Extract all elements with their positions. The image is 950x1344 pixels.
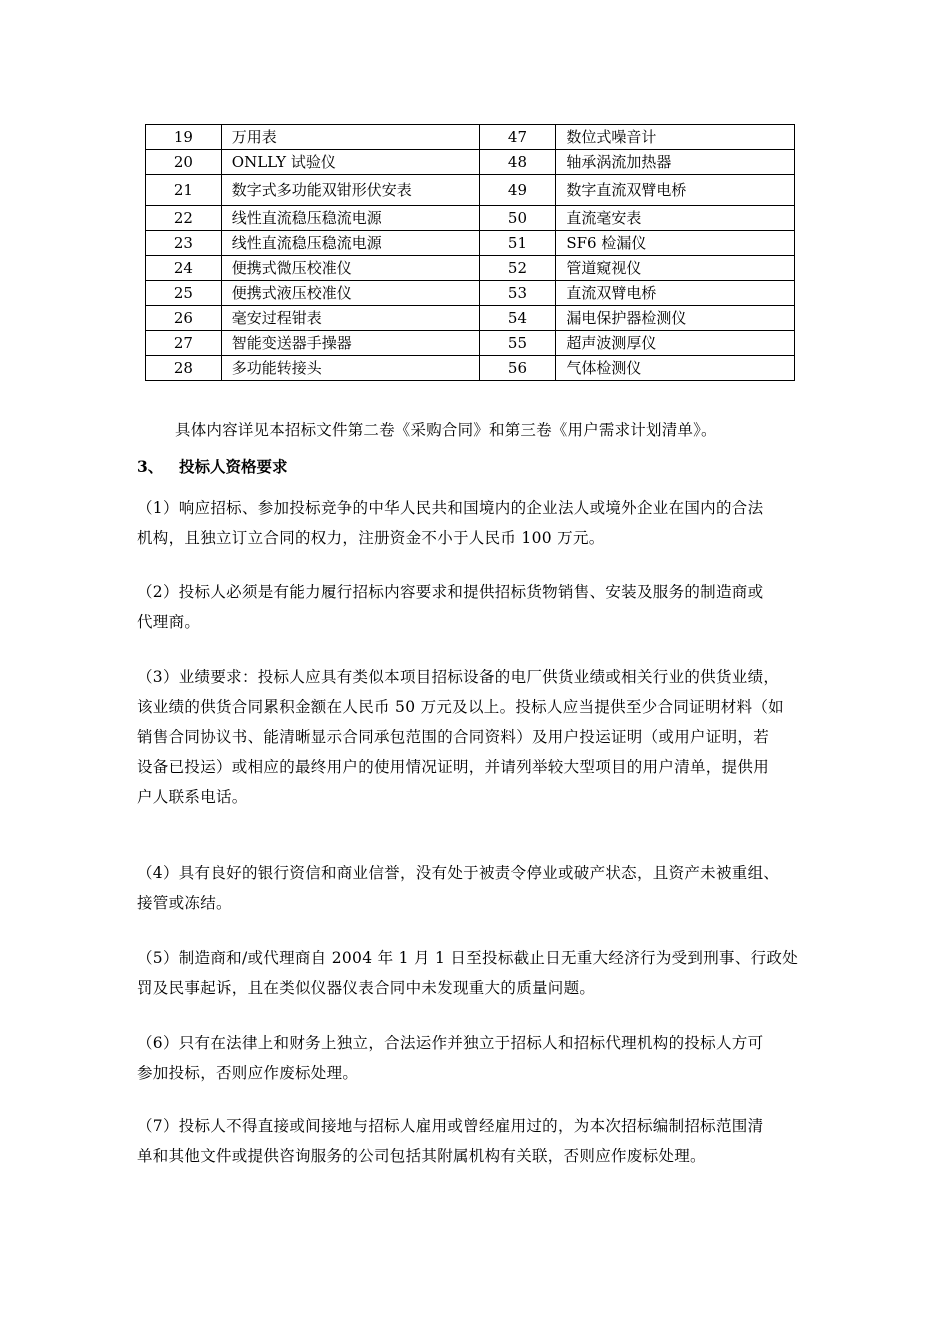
item-number: 48 — [479, 150, 556, 175]
table-row — [146, 175, 795, 206]
item-name: SF6 检漏仪 — [556, 231, 795, 256]
item-name: 万用表 — [221, 125, 479, 150]
item-name: 数字式多功能双钳形伏安表 — [221, 175, 479, 206]
paragraph-line: 该业绩的供货合同累积金额在人民币 50 万元及以上。投标人应当提供至少合同证明材料（如 — [137, 698, 784, 716]
item-name: 线性直流稳压稳流电源 — [221, 231, 479, 256]
item-name: ONLLY 试验仪 — [221, 150, 479, 175]
item-name: 气体检测仪 — [556, 356, 795, 381]
equipment-table — [145, 124, 795, 381]
table-row — [146, 256, 795, 281]
item-name: 便携式液压校准仪 — [221, 281, 479, 306]
item-name: 管道窥视仪 — [556, 256, 795, 281]
item-name: 超声波测厚仪 — [556, 331, 795, 356]
table-row — [146, 150, 795, 175]
item-number: 20 — [146, 150, 222, 175]
item-number: 19 — [146, 125, 222, 150]
item-number: 22 — [146, 206, 222, 231]
item-number: 28 — [146, 356, 222, 381]
item-number: 23 — [146, 231, 222, 256]
paragraph-line: 户人联系电话。 — [137, 788, 248, 806]
paragraph-line: （4）具有良好的银行资信和商业信誉，没有处于被责令停业或破产状态，且资产未被重组、 — [137, 864, 780, 882]
paragraph-line: 罚及民事起诉，且在类似仪器仪表合同中未发现重大的质量问题。 — [137, 979, 596, 997]
item-name: 直流双臂电桥 — [556, 281, 795, 306]
requirement-1 — [137, 493, 827, 553]
item-name: 数位式噪音计 — [556, 125, 795, 150]
item-number: 56 — [479, 356, 556, 381]
table-row — [146, 356, 795, 381]
table-row — [146, 206, 795, 231]
section-heading — [137, 455, 288, 477]
item-name: 毫安过程钳表 — [221, 306, 479, 331]
intro-paragraph: 具体内容详见本招标文件第二卷《采购合同》和第三卷《用户需求计划清单》。 — [175, 421, 717, 439]
item-number: 53 — [479, 281, 556, 306]
paragraph-line: （1）响应招标、参加投标竞争的中华人民共和国境内的企业法人或境外企业在国内的合法 — [137, 499, 764, 517]
item-name: 数字直流双臂电桥 — [556, 175, 795, 206]
paragraph-line: （2）投标人必须是有能力履行招标内容要求和提供招标货物销售、安装及服务的制造商或 — [137, 583, 764, 601]
paragraph-line: 接管或冻结。 — [137, 894, 232, 912]
item-name: 多功能转接头 — [221, 356, 479, 381]
table-row — [146, 125, 795, 150]
item-number: 55 — [479, 331, 556, 356]
item-name: 线性直流稳压稳流电源 — [221, 206, 479, 231]
paragraph-line: （5）制造商和/或代理商自 2004 年 1 月 1 日至投标截止日无重大经济行为受到刑事、行政处 — [137, 949, 799, 967]
item-number: 50 — [479, 206, 556, 231]
item-number: 24 — [146, 256, 222, 281]
requirement-7 — [137, 1111, 827, 1171]
item-number: 54 — [479, 306, 556, 331]
paragraph-line: 单和其他文件或提供咨询服务的公司包括其附属机构有关联，否则应作废标处理。 — [137, 1147, 706, 1165]
item-name: 漏电保护器检测仪 — [556, 306, 795, 331]
item-number: 51 — [479, 231, 556, 256]
item-number: 52 — [479, 256, 556, 281]
paragraph-line: 销售合同协议书、能清晰显示合同承包范围的合同资料）及用户投运证明（或用户证明，若 — [137, 728, 770, 746]
paragraph-line: （7）投标人不得直接或间接地与招标人雇用或曾经雇用过的，为本次招标编制招标范围清 — [137, 1117, 764, 1135]
requirement-2 — [137, 577, 827, 637]
table-row — [146, 281, 795, 306]
paragraph-line: （6）只有在法律上和财务上独立，合法运作并独立于招标人和招标代理机构的投标人方可 — [137, 1034, 764, 1052]
requirement-3 — [137, 662, 827, 812]
requirement-4 — [137, 858, 827, 918]
item-number: 27 — [146, 331, 222, 356]
table-row — [146, 331, 795, 356]
item-name: 便携式微压校准仪 — [221, 256, 479, 281]
paragraph-line: 代理商。 — [137, 613, 201, 631]
item-number: 25 — [146, 281, 222, 306]
paragraph-line: （3）业绩要求：投标人应具有类似本项目招标设备的电厂供货业绩或相关行业的供货业绩， — [137, 668, 780, 686]
item-name: 直流毫安表 — [556, 206, 795, 231]
item-number: 49 — [479, 175, 556, 206]
item-number: 21 — [146, 175, 222, 206]
requirement-6 — [137, 1028, 827, 1088]
table-row — [146, 306, 795, 331]
item-number: 26 — [146, 306, 222, 331]
paragraph-line: 参加投标，否则应作废标处理。 — [137, 1064, 359, 1082]
requirement-5 — [137, 943, 827, 1003]
item-name: 智能变送器手操器 — [221, 331, 479, 356]
section-number: 3、 — [137, 457, 164, 476]
item-name: 轴承涡流加热器 — [556, 150, 795, 175]
paragraph-line: 机构，且独立订立合同的权力，注册资金不小于人民币 100 万元。 — [137, 529, 605, 547]
table-row — [146, 231, 795, 256]
section-title: 投标人资格要求 — [179, 457, 288, 476]
paragraph-line: 设备已投运）或相应的最终用户的使用情况证明，并请列举较大型项目的用户清单，提供用 — [137, 758, 770, 776]
item-number: 47 — [479, 125, 556, 150]
